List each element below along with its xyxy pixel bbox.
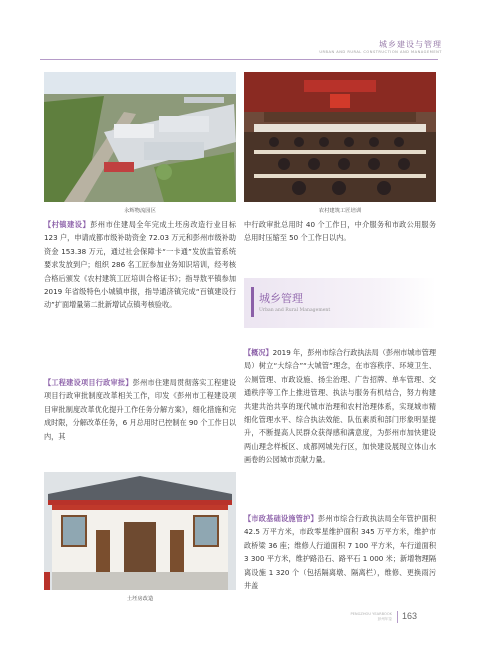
logistics-park-photo	[44, 72, 236, 202]
approval-continuation-paragraph	[244, 218, 436, 245]
infrastructure-paragraph	[244, 512, 436, 592]
section-subtitle: Urban and Rural Management	[259, 308, 331, 313]
village-construction-text: 彭州市住建局全年完成土坯房改造行业目标 123 户，申请成都市级补助资金 72.03 万元和彭州市级补助资金 153.38 万元，通过社会保障卡“一卡通”发放监管系统要求发放到户；组织 286 名工匠参加业务知识培训，经考核合格后颁发《农村建筑工匠培训合格证书》；指导敖平镇参加 2019 年省级特色小城镇申报，指导通济镇完成“百镇建设行动”扩面增量第二批新增试点镇考核验收。	[44, 220, 236, 310]
page-number: 163	[402, 611, 418, 621]
page-header	[0, 0, 480, 64]
village-construction-paragraph	[44, 218, 236, 312]
training-photo-caption: 农村建筑工匠培训	[318, 208, 362, 214]
infrastructure-tag: 【市政基础设施管护】	[244, 514, 318, 523]
header-divider	[40, 59, 438, 60]
approval-tag: 【工程建设项目行政审批】	[44, 378, 133, 387]
header-subtitle: URBAN AND RURAL CONSTRUCTION AND MANAGEMENT	[319, 50, 442, 54]
training-photo	[244, 72, 436, 202]
house-photo-caption: 土坯房改造	[126, 596, 154, 602]
footer-divider	[397, 611, 398, 623]
village-construction-tag: 【村镇建设】	[44, 220, 91, 229]
house-renovation-photo	[44, 472, 236, 590]
logistics-photo-caption: 永辉物流园区	[124, 208, 156, 214]
approval-text: 彭州市住建局贯彻落实工程建设项目行政审批制度改革相关工作，印发《彭州市工程建设项目审批制度改革优化提升工作任务分解方案》，细化措施和完成时限，分解改革任务，6 月总用时已控制在 90 个工作日以内，其	[44, 378, 236, 441]
infrastructure-text: 彭州市综合行政执法局全年管护面积 42.5 万平方米，市政零星维护面积 345 万平方米，维护市政桥梁 36 座；维修人行道面积 7 100 平方米，车行道面积 3 300 平方米，维护路沿石、路平石 1 000 米；新增物理隔离设施 1 320 个（包括隔离墩、隔离栏），维修、更换雨污井盖	[244, 514, 436, 591]
overview-paragraph	[244, 346, 436, 467]
approval-continuation-text: 中行政审批总用时 40 个工作日，中介服务和市政公用服务总用时压缩至 50 个工作日以内。	[244, 220, 436, 243]
section-title: 城乡管理	[259, 292, 303, 305]
section-heading-bar	[251, 287, 254, 317]
approval-paragraph	[44, 376, 236, 443]
header-title: 城乡建设与管理	[379, 40, 442, 49]
footer-brand-line2: 彭州年鉴	[377, 617, 392, 621]
overview-tag: 【概况】	[244, 348, 273, 357]
footer-brand	[350, 612, 392, 622]
overview-text: 2019 年，彭州市综合行政执法局（彭州市城市管理局）树立“大综合”“大城管”理念，在市容秩序、环境卫生、公厕管理、市政设施、扬尘治理、广告招牌、单车管理、交通秩序等工作上推进管理、执法与服务有机结合，努力构建共建共治共享的现代城市治理和农村治理体系，实现城市精细化管理水平、综合执法效能、队伍素质和部门形象明显提升，不断提高人民群众获得感和满意度，为彭州市加快建设两山理念样板区、成都网城先行区，加快建设展现立体山水画卷的公园城市贡献力量。	[244, 348, 436, 465]
footer-brand-line1: PENGZHOU YEARBOOK	[350, 612, 392, 616]
